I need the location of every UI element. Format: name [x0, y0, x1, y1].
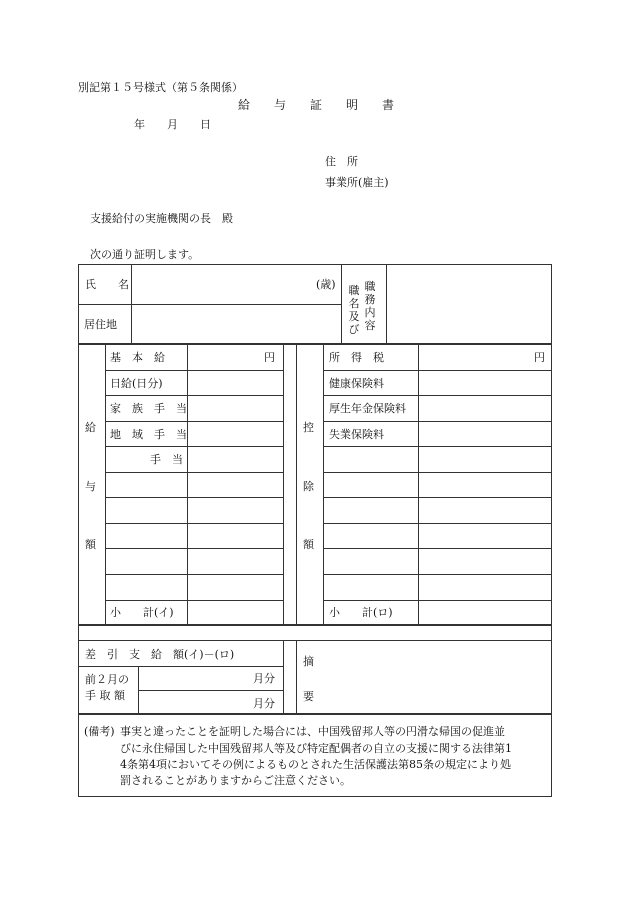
salary-row-family: 家 族 手 当	[110, 402, 187, 415]
prev-months-label-2: 手 取 額	[85, 689, 125, 702]
salary-row-daily: 日給(日分)	[110, 377, 163, 390]
salary-side-label-3: 額	[85, 538, 96, 551]
remarks-label-2: 要	[303, 690, 314, 703]
salary-row-line	[105, 574, 283, 575]
salary-row-basic: 基 本 給	[110, 351, 165, 364]
deduction-side-label-1: 控	[303, 421, 314, 434]
job-content-label: 職務内容	[364, 280, 376, 332]
note-line-1: 事実と違ったことを証明した場合には、中国残留邦人等の円滑な帰国の促進並	[120, 725, 505, 738]
salary-side-label-1: 給	[85, 421, 96, 434]
salary-row-allowance: 手 当	[150, 453, 183, 466]
age-suffix: (歳)	[316, 278, 336, 291]
note-line-3: 4条第4項においてその例によるものとされた生活保護法第85条の規定により処	[120, 758, 511, 771]
net-pay-label: 差 引 支 給 額(イ)－(ロ)	[85, 648, 235, 661]
deduction-row-line	[323, 472, 552, 473]
statement: 次の通り証明します。	[90, 248, 200, 261]
deduction-row-unemployment: 失業保険料	[329, 428, 384, 441]
salary-row-line	[105, 497, 283, 498]
salary-row-line	[105, 446, 283, 447]
deduction-row-line	[323, 548, 552, 549]
month-unit-1: 月分	[253, 672, 275, 685]
salary-subtotal: 小 計(イ)	[110, 606, 174, 619]
deduction-row-line	[323, 574, 552, 575]
address-label: 住 所	[325, 155, 358, 168]
deduction-row-line	[323, 395, 552, 396]
remarks-label-1: 摘	[303, 655, 314, 668]
form-number: 別記第１５号様式（第５条関係）	[78, 81, 243, 94]
salary-row-line	[105, 395, 283, 396]
note-line-4: 罰されることがありますからご注意ください。	[120, 774, 351, 787]
prev-months-label-1: 前２月の	[85, 673, 129, 686]
deduction-yen: 円	[534, 351, 545, 364]
salary-yen: 円	[264, 351, 275, 364]
note-label: (備考)	[84, 725, 115, 738]
note-line-2: びに永住帰国した中国残留邦人等及び特定配偶者の自立の支援に関する法律第1	[120, 742, 512, 755]
salary-row-regional: 地 域 手 当	[110, 428, 187, 441]
name-label: 氏 名	[85, 278, 129, 291]
deduction-row-line	[323, 421, 552, 422]
employer-label: 事業所(雇主)	[325, 176, 389, 189]
salary-row-line	[105, 548, 283, 549]
deduction-side-label-2: 除	[303, 480, 314, 493]
month-unit-2: 月分	[253, 697, 275, 710]
document-title: 給 与 証 明 書	[238, 98, 395, 112]
residence-label: 居住地	[84, 318, 117, 331]
job-title-label: 職名及び	[348, 284, 360, 336]
deduction-row-line	[323, 446, 552, 447]
deduction-row-pension: 厚生年金保険料	[329, 402, 406, 415]
salary-row-line	[105, 421, 283, 422]
spacer-row	[78, 625, 552, 641]
deduction-side-label-3: 額	[303, 538, 314, 551]
salary-side-label-2: 与	[85, 480, 96, 493]
date-line: 年 月 日	[134, 118, 211, 131]
deduction-subtotal: 小 計(ロ)	[329, 606, 393, 619]
deduction-row-line	[323, 523, 552, 524]
deduction-row-income-tax: 所 得 税	[329, 351, 384, 364]
deduction-row-health: 健康保険料	[329, 377, 384, 390]
salary-row-line	[105, 472, 283, 473]
deduction-row-line	[323, 600, 552, 601]
deduction-row-line	[323, 497, 552, 498]
salary-row-line	[105, 370, 283, 371]
deduction-row-line	[323, 370, 552, 371]
salary-row-line	[105, 523, 283, 524]
salary-row-line	[105, 600, 283, 601]
addressee: 支援給付の実施機関の長 殿	[90, 212, 233, 225]
